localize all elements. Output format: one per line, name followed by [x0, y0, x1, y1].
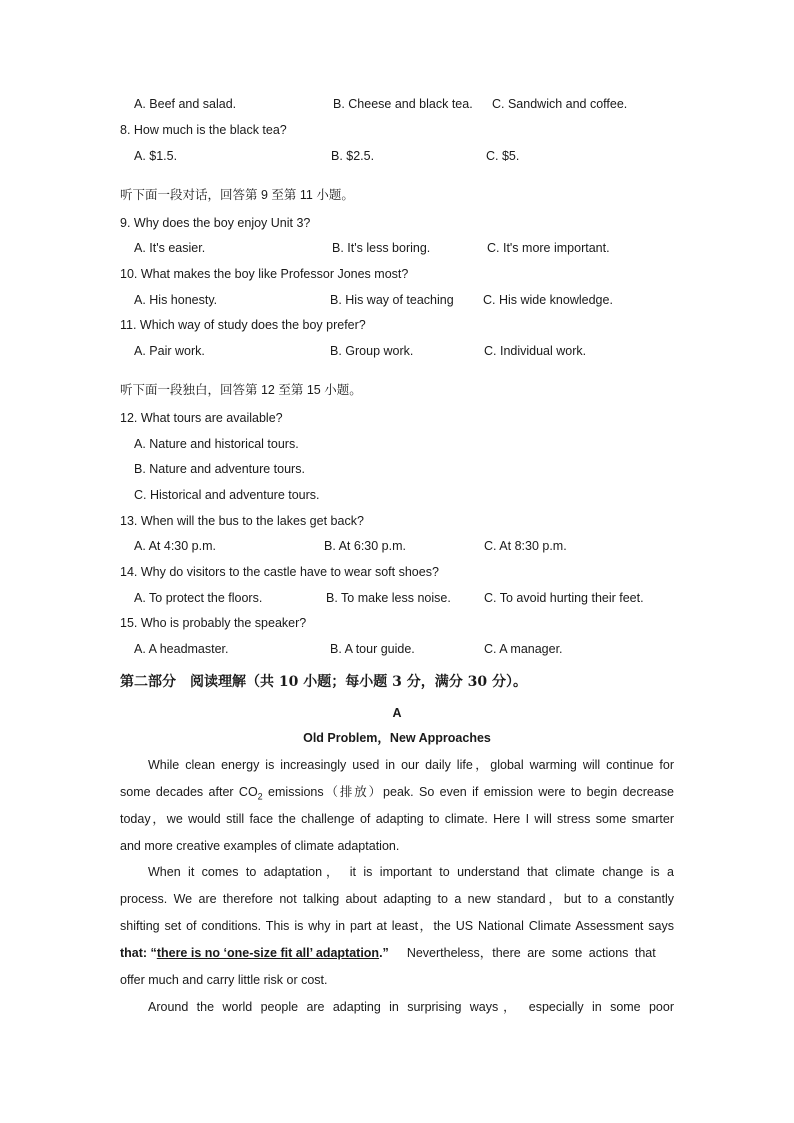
text-run: emissions（排放）peak. So even if emission were to begin decrease [262, 785, 674, 799]
q9-option-b: B. It's less boring. [332, 241, 431, 255]
q14-text: 14. Why do visitors to the castle have to wear soft shoes? [120, 565, 439, 579]
q14-option-b: B. To make less noise. [326, 591, 451, 605]
passage-paragraph-2 [120, 859, 674, 994]
paragraph-line [120, 779, 674, 806]
q11-text: 11. Which way of study does the boy prefer? [120, 318, 366, 332]
q11-option-c: C. Individual work. [484, 344, 587, 358]
underlined-quote: there is no ‘one-size fit all’ adaptation [156, 946, 380, 960]
q12-text: 12. What tours are available? [120, 411, 283, 425]
q11-option-b: B. Group work. [330, 344, 414, 358]
q7-option-c: C. Sandwich and coffee. [492, 97, 628, 111]
paragraph-line: shifting set of conditions. This is why in part at least，the US National Climate Assessment says [120, 919, 674, 933]
passage-paragraph-3 [120, 994, 674, 1021]
paragraph-line: today，we would still face the challenge of adapting to climate. Here I will stress some smarter [120, 812, 674, 826]
instruction-monolog-12-15: 听下面一段独白，回答第 12 至第 15 小题。 [120, 383, 362, 397]
q10-option-a: A. His honesty. [134, 293, 218, 307]
q15-option-a: A. A headmaster. [134, 642, 229, 656]
passage-letter: A [392, 706, 402, 720]
paragraph-line: When it comes to adaptation， it is important to understand that climate change is a [148, 865, 674, 879]
q7-option-a: A. Beef and salad. [134, 97, 237, 111]
q12-option-b: B. Nature and adventure tours. [134, 462, 305, 476]
instruction-dialog-9-11: 听下面一段对话，回答第 9 至第 11 小题。 [120, 188, 354, 202]
paragraph-line [120, 940, 674, 967]
paragraph-line: While clean energy is increasingly used in our daily life，global warming will continue for [148, 758, 674, 772]
q12-option-a: A. Nature and historical tours. [134, 437, 299, 451]
q15-option-c: C. A manager. [484, 642, 563, 656]
text-run: Nevertheless，there are some actions that [406, 946, 656, 960]
passage-title: Old Problem，New Approaches [303, 731, 491, 745]
paragraph-line: and more creative examples of climate adaptation. [120, 839, 400, 853]
q8-text: 8. How much is the black tea? [120, 123, 287, 137]
q14-option-a: A. To protect the floors. [134, 591, 263, 605]
q7-option-b: B. Cheese and black tea. [333, 97, 473, 111]
q10-option-c: C. His wide knowledge. [483, 293, 613, 307]
q10-option-b: B. His way of teaching [330, 293, 454, 307]
q9-text: 9. Why does the boy enjoy Unit 3? [120, 216, 311, 230]
q9-option-a: A. It's easier. [134, 241, 206, 255]
q14-option-c: C. To avoid hurting their feet. [484, 591, 644, 605]
q13-option-a: A. At 4:30 p.m. [134, 539, 216, 553]
q10-text: 10. What makes the boy like Professor Jones most? [120, 267, 409, 281]
q15-text: 15. Who is probably the speaker? [120, 616, 307, 630]
q11-option-a: A. Pair work. [134, 344, 205, 358]
text-run: that: “ [120, 946, 157, 960]
q8-option-a: A. $1.5. [134, 149, 178, 163]
q8-option-c: C. $5. [486, 149, 520, 163]
q12-option-c: C. Historical and adventure tours. [134, 488, 320, 502]
q13-option-b: B. At 6:30 p.m. [324, 539, 406, 553]
passage-paragraph-1 [120, 752, 674, 860]
paragraph-line: Around the world people are adapting in surprising ways， especially in some poor [148, 1000, 674, 1014]
q13-option-c: C. At 8:30 p.m. [484, 539, 567, 553]
q9-option-c: C. It's more important. [487, 241, 610, 255]
q8-option-b: B. $2.5. [331, 149, 375, 163]
q15-option-b: B. A tour guide. [330, 642, 415, 656]
paragraph-line: offer much and carry little risk or cost. [120, 973, 328, 987]
text-run: .” [379, 946, 389, 960]
paragraph-line: process. We are therefore not talking about adapting to a new standard，but to a constantly [120, 892, 674, 906]
text-run: some decades after CO [120, 785, 258, 799]
subscript: 2 [257, 791, 263, 802]
part2-heading: 第二部分 阅读理解（共 10 小题；每小题 3 分，满分 30 分）。 [120, 674, 527, 690]
q13-text: 13. When will the bus to the lakes get back? [120, 514, 364, 528]
